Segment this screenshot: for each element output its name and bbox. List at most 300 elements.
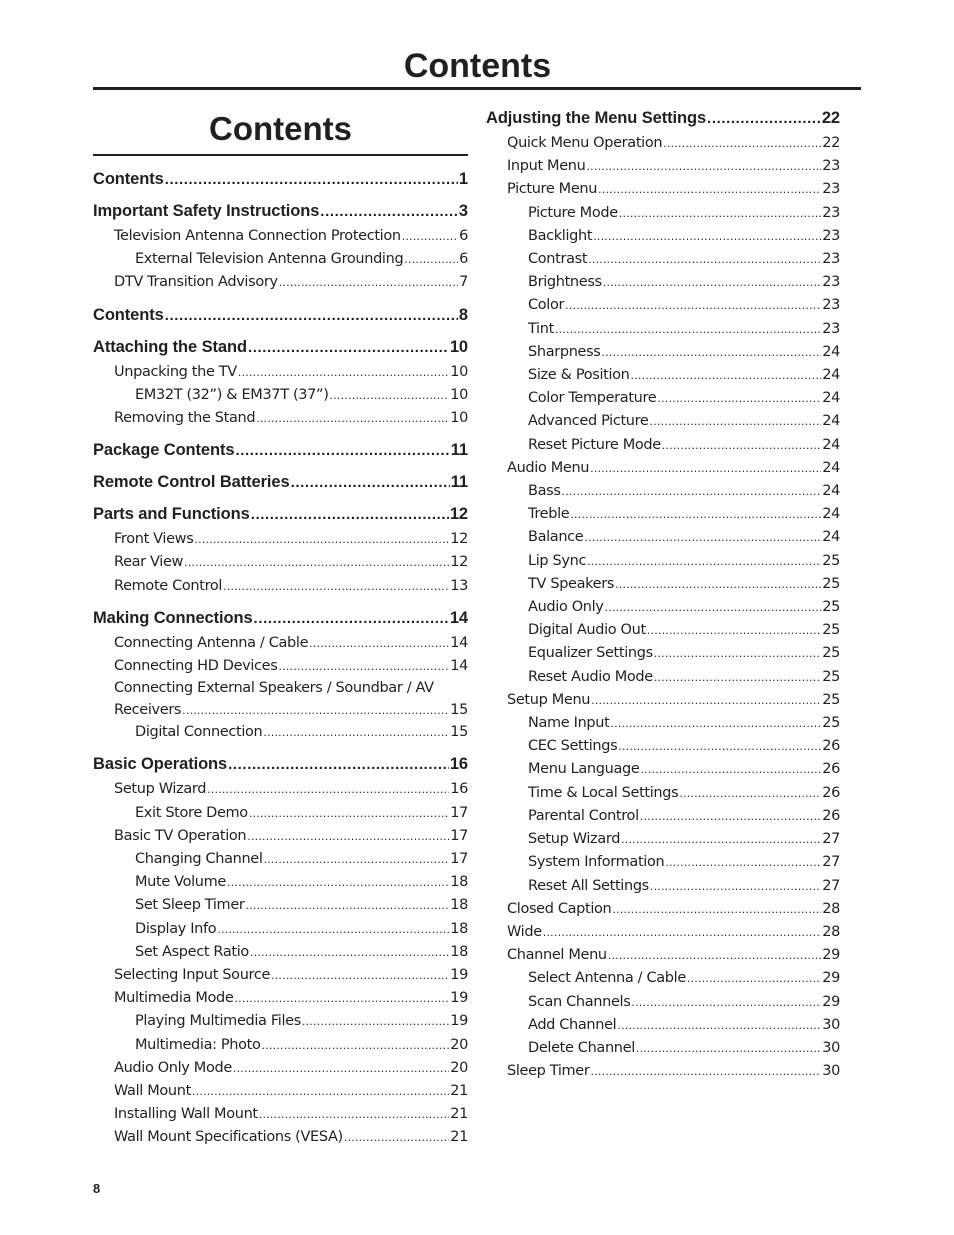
dot-leader [631, 991, 821, 1014]
toc-entry[interactable] [486, 457, 840, 480]
toc-entry[interactable] [93, 200, 468, 223]
toc-entry-title: Add Channel [528, 1016, 617, 1033]
dot-leader [587, 550, 821, 573]
toc-entry-page: 23 [822, 158, 840, 175]
toc-entry[interactable] [93, 248, 468, 271]
toc-entry-title: Parts and Functions [93, 505, 250, 524]
dot-leader [254, 607, 449, 630]
dot-leader [234, 987, 449, 1010]
toc-entry-page: 30 [822, 1039, 840, 1056]
toc-entry-page: 21 [450, 1106, 468, 1123]
toc-entry[interactable] [93, 271, 468, 294]
toc-entry-page: 10 [450, 386, 468, 403]
dot-leader [593, 225, 821, 248]
toc-entry[interactable] [93, 407, 468, 430]
toc-entry[interactable] [486, 967, 840, 990]
toc-entry-page: 15 [450, 701, 468, 718]
dot-leader [223, 575, 449, 598]
toc-entry[interactable] [93, 361, 468, 384]
toc-entry-page: 23 [822, 251, 840, 268]
toc-entry-title: Rear View [114, 554, 184, 571]
dot-leader [555, 318, 821, 341]
toc-entry-title: Select Antenna / Cable [528, 970, 686, 987]
toc-entry[interactable] [486, 364, 840, 387]
toc-entry-page: 19 [450, 1013, 468, 1030]
toc-entry[interactable] [486, 875, 840, 898]
dot-leader [249, 802, 449, 825]
toc-entry[interactable] [486, 294, 840, 317]
toc-entry[interactable] [486, 480, 840, 503]
toc-entry-title: Audio Only [528, 599, 604, 616]
dot-leader [687, 967, 821, 990]
toc-entry-title: Exit Store Demo [135, 804, 248, 821]
toc-entry-title: Balance [528, 529, 584, 546]
toc-entry[interactable] [93, 439, 468, 462]
toc-entry-page: 17 [450, 827, 468, 844]
toc-entry[interactable] [486, 178, 840, 201]
toc-entry[interactable] [93, 721, 468, 744]
toc-entry-title: Bass [528, 483, 561, 500]
toc-entry-page: 11 [450, 473, 468, 492]
toc-entry[interactable] [93, 168, 468, 191]
toc-entry-title-continued: Receivers [114, 701, 182, 718]
page-number: 8 [93, 1181, 101, 1196]
toc-entry-title: Advanced Picture [528, 413, 649, 430]
toc-entry[interactable] [486, 318, 840, 341]
toc-entry-title: Package Contents [93, 441, 235, 460]
toc-entry[interactable] [486, 805, 840, 828]
dot-leader [619, 202, 821, 225]
toc-entry-page: 29 [822, 993, 840, 1010]
toc-entry[interactable] [93, 753, 468, 776]
dot-leader [663, 132, 821, 155]
toc-entry[interactable] [486, 225, 840, 248]
toc-entry[interactable] [486, 782, 840, 805]
dot-leader [615, 573, 821, 596]
toc-entry[interactable] [93, 825, 468, 848]
dot-leader [707, 107, 821, 130]
toc-entry-title: External Television Antenna Grounding [135, 251, 404, 268]
toc-entry[interactable] [93, 918, 468, 941]
dot-leader [238, 361, 449, 384]
dot-leader [259, 1103, 449, 1126]
toc-entry-page: 23 [822, 204, 840, 221]
dot-leader [227, 871, 449, 894]
toc-entry-title: Unpacking the TV [114, 363, 237, 380]
toc-entry-title: Size & Position [528, 367, 630, 384]
toc-entry-page: 26 [822, 807, 840, 824]
toc-entry-page: 24 [822, 413, 840, 430]
toc-entry-page: 8 [458, 305, 468, 324]
toc-title-rule [93, 154, 468, 156]
dot-leader [654, 666, 821, 689]
toc-entry[interactable] [93, 607, 468, 630]
toc-entry-page: 12 [450, 554, 468, 571]
toc-entry-page: 24 [822, 436, 840, 453]
toc-entry-title: Digital Connection [135, 724, 263, 741]
page-header-title: Contents [403, 47, 552, 85]
toc-entry[interactable] [486, 642, 840, 665]
toc-entry-title: Picture Mode [528, 204, 618, 221]
toc-entry-page: 27 [822, 854, 840, 871]
dot-leader [291, 471, 450, 494]
dot-leader [246, 894, 450, 917]
toc-entry-page: 13 [450, 577, 468, 594]
toc-right-column [486, 107, 840, 1083]
dot-leader [251, 503, 449, 526]
toc-entry-title: Installing Wall Mount [114, 1106, 258, 1123]
toc-entry-title: Digital Audio Out [528, 622, 646, 639]
toc-entry-page: 25 [822, 622, 840, 639]
toc-entry-page: 24 [822, 529, 840, 546]
toc-entry-title: Multimedia: Photo [135, 1036, 261, 1053]
toc-entry[interactable] [486, 689, 840, 712]
toc-entry[interactable] [93, 778, 468, 801]
toc-entry-title: Contents [93, 305, 164, 324]
dot-leader [194, 528, 449, 551]
toc-entry-page: 29 [822, 947, 840, 964]
dot-leader [271, 964, 449, 987]
dot-leader [621, 828, 821, 851]
toc-entry[interactable] [93, 503, 468, 526]
dot-leader [165, 304, 458, 327]
toc-entry-title: DTV Transition Advisory [114, 274, 278, 291]
dot-leader [247, 825, 449, 848]
toc-entry-page: 6 [459, 251, 468, 268]
toc-entry-title: Selecting Input Source [114, 967, 271, 984]
toc-entry-page: 1 [458, 170, 468, 188]
toc-entry[interactable] [486, 619, 840, 642]
toc-entry-title: Set Sleep Timer [135, 897, 245, 914]
toc-entry-title: Reset All Settings [528, 877, 649, 894]
toc-entry[interactable] [93, 894, 468, 917]
toc-entry-title: Multimedia Mode [114, 990, 234, 1007]
toc-entry-title: TV Speakers [528, 575, 615, 592]
dot-leader [586, 155, 821, 178]
dot-leader [256, 407, 449, 430]
toc-entry[interactable] [93, 987, 468, 1010]
toc-entry-title: Front Views [114, 531, 194, 548]
dot-leader [603, 271, 821, 294]
toc-entry-title: Lip Sync [528, 552, 587, 569]
toc-entry-page: 10 [450, 410, 468, 427]
dot-leader [402, 225, 458, 248]
toc-entry-page: 14 [449, 608, 468, 627]
toc-entry[interactable] [486, 944, 840, 967]
toc-entry-title: Channel Menu [507, 947, 607, 964]
toc-entry-page: 28 [822, 900, 840, 917]
toc-entry-title: Mute Volume [135, 874, 226, 891]
toc-entry-title: Removing the Stand [114, 410, 256, 427]
toc-entry[interactable] [486, 434, 840, 457]
dot-leader [565, 294, 821, 317]
toc-list-left [93, 168, 468, 1150]
toc-entry-title: Audio Only Mode [114, 1059, 232, 1076]
dot-leader [640, 805, 821, 828]
toc-entry-page: 12 [449, 505, 468, 524]
toc-entry-page: 17 [450, 804, 468, 821]
dot-leader [631, 364, 822, 387]
dot-leader [165, 168, 458, 191]
toc-entry[interactable] [93, 964, 468, 987]
toc-entry[interactable] [486, 503, 840, 526]
toc-entry-page: 22 [821, 109, 840, 127]
toc-entry[interactable] [486, 526, 840, 549]
toc-entry-title: Reset Picture Mode [528, 436, 661, 453]
toc-entry-title: Input Menu [507, 158, 586, 175]
toc-entry-title: Backlight [528, 227, 593, 244]
toc-entry-page: 21 [450, 1129, 468, 1146]
toc-entry-page: 18 [450, 920, 468, 937]
toc-entry-page: 24 [822, 483, 840, 500]
toc-entry-page: 26 [822, 784, 840, 801]
toc-entry[interactable] [486, 758, 840, 781]
toc-entry-page: 20 [450, 1059, 468, 1076]
dot-leader [570, 503, 821, 526]
dot-leader [610, 712, 821, 735]
toc-entry-page: 30 [822, 1016, 840, 1033]
dot-leader [184, 551, 449, 574]
toc-entry-page: 22 [822, 135, 840, 151]
toc-entry-page: 14 [450, 634, 468, 651]
dot-leader [248, 336, 449, 359]
toc-entry-page: 26 [822, 738, 840, 755]
toc-entry-page: 10 [449, 337, 468, 356]
toc-entry-page: 23 [822, 320, 840, 337]
toc-entry[interactable] [486, 712, 840, 735]
toc-entry[interactable] [486, 341, 840, 364]
toc-entry[interactable] [93, 1126, 468, 1149]
toc-entry-page: 12 [450, 531, 468, 548]
toc-entry[interactable] [486, 573, 840, 596]
toc-left-column [93, 104, 468, 1150]
toc-entry[interactable] [486, 898, 840, 921]
toc-entry[interactable] [93, 1103, 468, 1126]
dot-leader [650, 875, 821, 898]
toc-entry-title: Scan Channels [528, 993, 631, 1010]
toc-entry-title: Sharpness [528, 343, 601, 360]
toc-entry-title: Remote Control Batteries [93, 473, 290, 492]
toc-entry-page: 19 [450, 967, 468, 984]
dot-leader [640, 758, 821, 781]
dot-leader [618, 735, 821, 758]
toc-entry[interactable] [486, 410, 840, 433]
dot-leader [662, 434, 821, 457]
dot-leader [679, 782, 821, 805]
toc-entry[interactable] [93, 225, 468, 248]
toc-entry-page: 17 [450, 851, 468, 868]
toc-entry[interactable] [93, 336, 468, 359]
dot-leader [543, 921, 821, 944]
toc-entry[interactable] [93, 802, 468, 825]
toc-entry-page: 16 [449, 755, 468, 774]
toc-entry-title: Brightness [528, 274, 602, 291]
toc-entry-page: 25 [822, 599, 840, 616]
toc-entry-title: Name Input [528, 715, 610, 732]
toc-entry-page: 15 [450, 724, 468, 741]
toc-entry-page: 23 [822, 181, 840, 198]
toc-entry-page: 25 [822, 645, 840, 662]
toc-entry[interactable] [93, 528, 468, 551]
dot-leader [320, 200, 458, 223]
dot-leader [302, 1010, 449, 1033]
dot-leader [262, 1034, 450, 1057]
dot-leader [650, 410, 822, 433]
toc-entry[interactable] [93, 304, 468, 327]
toc-entry-title: Contents [93, 170, 164, 188]
toc-entry-page: 7 [459, 274, 468, 291]
toc-entry[interactable] [486, 1037, 840, 1060]
toc-entry[interactable] [486, 735, 840, 758]
toc-entry-page: 24 [822, 459, 840, 476]
toc-entry-page: 16 [450, 781, 468, 798]
dot-leader [591, 689, 821, 712]
dot-leader [636, 1037, 821, 1060]
toc-entry[interactable] [486, 1014, 840, 1037]
toc-entry-title: CEC Settings [528, 738, 618, 755]
dot-leader [647, 619, 821, 642]
toc-entry-page: 25 [822, 691, 840, 708]
toc-entry[interactable] [486, 132, 840, 155]
dot-leader [344, 1126, 449, 1149]
dot-leader [330, 384, 450, 407]
toc-entry-title: Changing Channel [135, 851, 263, 868]
toc-entry-title: Time & Local Settings [528, 784, 679, 801]
dot-leader [404, 248, 458, 271]
toc-entry[interactable] [93, 1080, 468, 1103]
toc-entry[interactable] [486, 248, 840, 271]
toc-entry[interactable] [93, 848, 468, 871]
toc-entry-title: Color Temperature [528, 390, 657, 407]
toc-entry-page: 24 [822, 390, 840, 407]
dot-leader [591, 1060, 822, 1083]
toc-entry[interactable] [93, 1034, 468, 1057]
toc-entry[interactable] [486, 596, 840, 619]
dot-leader [207, 778, 449, 801]
toc-entry-title: Audio Menu [507, 459, 590, 476]
toc-entry-title: Wall Mount [114, 1083, 191, 1100]
toc-entry[interactable] [93, 632, 468, 655]
toc-entry-title: Connecting Antenna / Cable [114, 634, 309, 651]
toc-entry-title: Color [528, 297, 565, 314]
toc-entry-title: Setup Menu [507, 691, 591, 708]
toc-entry-page: 25 [822, 575, 840, 592]
toc-entry[interactable] [486, 851, 840, 874]
toc-entry[interactable] [93, 655, 468, 678]
dot-leader [598, 178, 821, 201]
toc-entry-page: 28 [822, 923, 840, 940]
toc-entry-page: 26 [822, 761, 840, 778]
toc-entry[interactable] [486, 921, 840, 944]
toc-entry-page: 27 [822, 831, 840, 848]
dot-leader [562, 480, 822, 503]
toc-entry-title: Set Aspect Ratio [135, 943, 249, 960]
toc-entry-page: 27 [822, 877, 840, 894]
dot-leader [584, 526, 821, 549]
toc-entry[interactable] [93, 551, 468, 574]
toc-entry[interactable] [486, 666, 840, 689]
dot-leader [605, 596, 822, 619]
toc-entry-page: 3 [458, 202, 468, 220]
toc-entry-title: Setup Wizard [528, 831, 621, 848]
toc-entry-title: Connecting HD Devices [114, 658, 278, 675]
toc-entry-title: EM32T (32”) & EM37T (37”) [135, 386, 329, 403]
toc-entry[interactable] [486, 828, 840, 851]
toc-entry[interactable] [486, 550, 840, 573]
toc-entry-title: Playing Multimedia Files [135, 1013, 301, 1030]
toc-entry-title: Important Safety Instructions [93, 202, 320, 220]
toc-entry-title: Connecting External Speakers / Soundbar / AV [114, 680, 434, 697]
toc-entry[interactable] [486, 107, 840, 130]
toc-entry[interactable] [486, 991, 840, 1014]
dot-leader [192, 1080, 449, 1103]
toc-entry[interactable] [93, 1010, 468, 1033]
toc-entry-title: Wide [507, 923, 542, 940]
toc-entry[interactable] [93, 678, 468, 721]
toc-entry-page: 18 [450, 897, 468, 914]
toc-entry-title: Sleep Timer [507, 1063, 590, 1080]
toc-entry[interactable] [93, 575, 468, 598]
dot-leader [602, 341, 822, 364]
toc-entry-title: Treble [528, 506, 570, 523]
toc-entry[interactable] [93, 1057, 468, 1080]
toc-entry[interactable] [486, 1060, 840, 1083]
toc-entry-title: Basic TV Operation [114, 827, 247, 844]
toc-entry-page: 10 [450, 363, 468, 380]
toc-entry-title: Equalizer Settings [528, 645, 653, 662]
toc-entry[interactable] [486, 387, 840, 410]
toc-entry-page: 24 [822, 506, 840, 523]
toc-entry-page: 21 [450, 1083, 468, 1100]
header-rule [93, 87, 861, 90]
toc-entry-page: 14 [450, 658, 468, 675]
toc-entry[interactable] [486, 271, 840, 294]
toc-entry-page: 24 [822, 367, 840, 384]
toc-entry[interactable] [93, 871, 468, 894]
toc-entry-title: Reset Audio Mode [528, 668, 653, 685]
toc-entry-page: 25 [822, 552, 840, 569]
toc-entry-page: 29 [822, 970, 840, 987]
toc-entry-page: 25 [822, 715, 840, 732]
dot-leader [588, 248, 821, 271]
toc-list-right [486, 107, 840, 1083]
dot-leader [590, 457, 821, 480]
toc-entry-title: Quick Menu Operation [507, 135, 663, 151]
toc-entry-title: Remote Control [114, 577, 223, 594]
dot-leader [654, 642, 821, 665]
toc-title: Contents [209, 110, 352, 147]
toc-entry-page: 23 [822, 227, 840, 244]
toc-entry-page: 18 [450, 943, 468, 960]
dot-leader [233, 1057, 449, 1080]
toc-entry-title: Tint [528, 320, 554, 337]
toc-entry[interactable] [486, 155, 840, 178]
dot-leader [235, 439, 449, 462]
dot-leader [278, 655, 449, 678]
toc-entry-title: Display Info [135, 920, 217, 937]
toc-entry-title: Making Connections [93, 608, 253, 627]
toc-entry-title: Setup Wizard [114, 781, 207, 798]
toc-entry[interactable] [93, 941, 468, 964]
toc-entry-page: 24 [822, 343, 840, 360]
toc-entry[interactable] [93, 471, 468, 494]
dot-leader [608, 944, 821, 967]
dot-leader [657, 387, 821, 410]
toc-entry[interactable] [486, 202, 840, 225]
dot-leader [228, 753, 449, 776]
toc-entry[interactable] [93, 384, 468, 407]
toc-entry-title: Attaching the Stand [93, 337, 247, 356]
